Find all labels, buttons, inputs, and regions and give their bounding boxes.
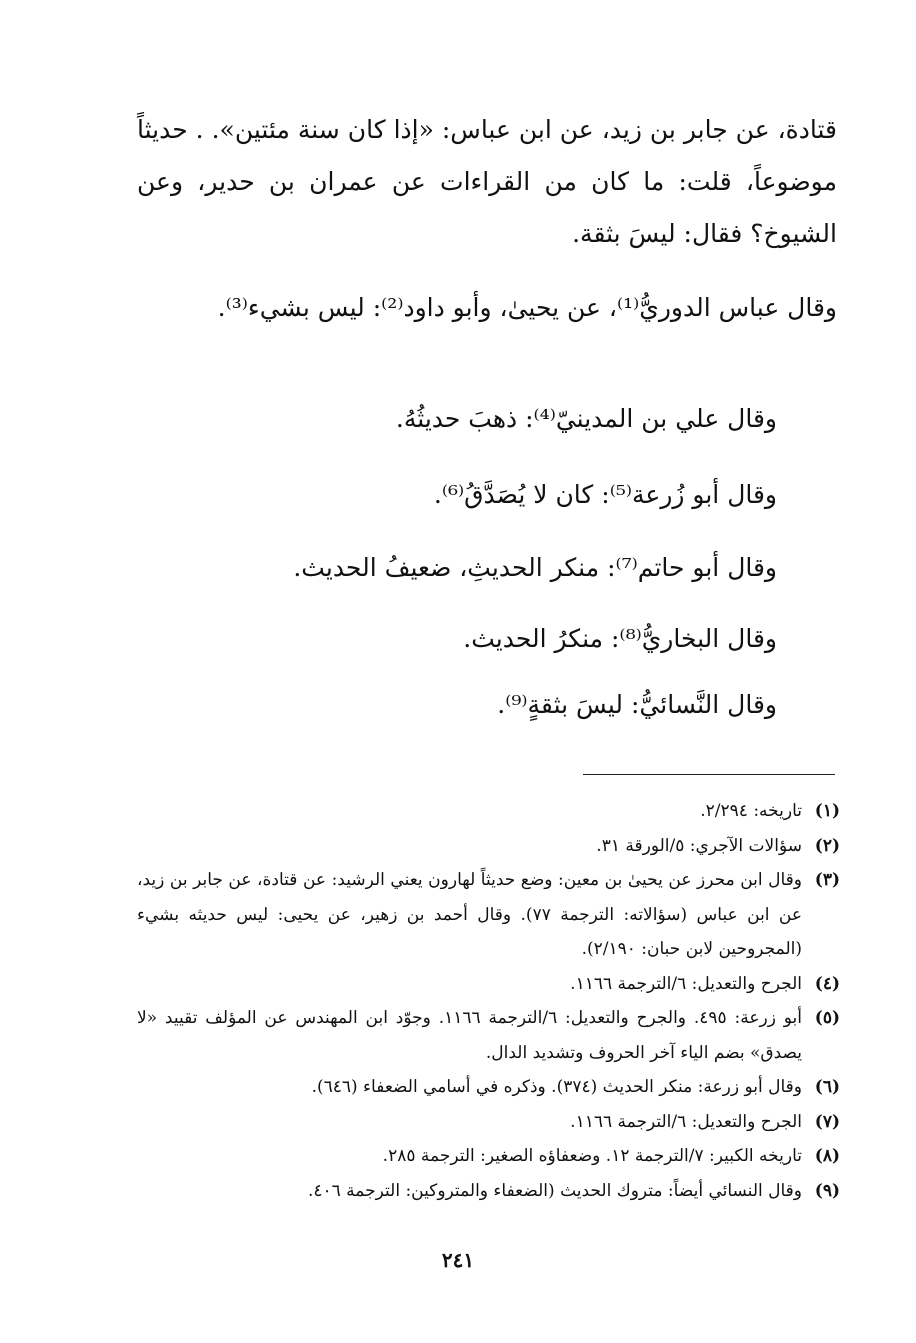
footnote-number: (٥) bbox=[814, 1008, 840, 1028]
footnote-number: (٧) bbox=[814, 1111, 840, 1132]
body-paragraph-1: قتادة، عن جابر بن زيد، عن ابن عباس: «إذا كان سنة مئتين». . حديثاً موضوعاً، قلت: ما كان من القراءات عن عمران بن حدير، وعن الشيوخ؟ فقال: ليسَ بثقة. bbox=[137, 115, 837, 248]
footnote bbox=[137, 1001, 840, 1070]
footnote-text: تاريخه الكبير: ٧/الترجمة ١٢. وضعفاؤه الصغير: الترجمة ٢٨٥. bbox=[382, 1146, 802, 1166]
footnote-number: (٤) bbox=[814, 973, 840, 994]
footnote bbox=[137, 863, 840, 967]
narration-bukhari: وقال البخاريُّ⁽⁸⁾: منكرُ الحديث. bbox=[463, 624, 777, 653]
footnote-text: وقال أبو زرعة: منكر الحديث (٣٧٤). وذكره في أسامي الضعفاء (٦٤٦). bbox=[311, 1077, 802, 1097]
footnote-text: وقال ابن محرز عن يحيىٰ بن معين: وضع حديثاً لهارون يعني الرشيد: عن قتادة، عن جابر بن زيد، عن ابن عباس (سؤالاته: الترجمة ٧٧). وقال أحمد بن زهير، عن يحيى: ليس حديثه بشيء (المجروحين لابن حبان: ٢/١٩٠). bbox=[137, 870, 803, 959]
footnote-text: أبو زرعة: ٤٩٥. والجرح والتعديل: ٦/الترجمة ١١٦٦. وجوّد ابن المهندس عن المؤلف تقييد «لا يصدق» بضم الياء آخر الحروف وتشديد الدال. bbox=[137, 1008, 802, 1063]
footnote-text: الجرح والتعديل: ٦/الترجمة ١١٦٦. bbox=[570, 973, 802, 994]
footnote-number: (٢) bbox=[814, 835, 840, 856]
footnote-text: وقال النسائي أيضاً: متروك الحديث (الضعفاء والمتروكين: الترجمة ٤٠٦. bbox=[307, 1180, 802, 1201]
footnote-text: تاريخه: ٢/٢٩٤. bbox=[700, 801, 802, 821]
footnote bbox=[137, 1139, 840, 1174]
narration-abu-zura: وقال أبو زُرعة⁽⁵⁾: كان لا يُصَدَّقُ⁽⁶⁾. bbox=[433, 480, 777, 509]
footnote bbox=[137, 967, 840, 1002]
footnotes bbox=[137, 794, 840, 1208]
footnote-text: سؤالات الآجري: ٥/الورقة ٣١. bbox=[596, 835, 802, 856]
footnote bbox=[137, 1105, 840, 1140]
footnote-separator bbox=[583, 774, 835, 775]
footnote bbox=[137, 794, 840, 829]
footnote-number: (١) bbox=[814, 801, 840, 821]
body-paragraph-2: وقال عباس الدوريُّ⁽¹⁾، عن يحيىٰ، وأبو داود⁽²⁾: ليس بشيء⁽³⁾. bbox=[217, 293, 837, 322]
narration-abu-hatim: وقال أبو حاتم⁽⁷⁾: منكر الحديثِ، ضعيفُ الحديث. bbox=[293, 553, 777, 582]
footnote-text: الجرح والتعديل: ٦/الترجمة ١١٦٦. bbox=[570, 1111, 802, 1132]
footnote-number: (٣) bbox=[814, 870, 840, 890]
page-number: ٢٤١ bbox=[441, 1248, 475, 1272]
footnote-number: (٨) bbox=[814, 1146, 840, 1166]
footnote-number: (٩) bbox=[814, 1180, 840, 1201]
narration-ibn-al-madini: وقال علي بن المدينيّ⁽⁴⁾: ذهبَ حديثُهُ. bbox=[395, 404, 777, 433]
footnote-number: (٦) bbox=[814, 1077, 840, 1097]
footnote bbox=[137, 829, 840, 864]
footnote bbox=[137, 1070, 840, 1105]
footnote bbox=[137, 1174, 840, 1209]
narration-nasai: وقال النَّسائيُّ: ليسَ بثقةٍ⁽⁹⁾. bbox=[497, 690, 777, 719]
